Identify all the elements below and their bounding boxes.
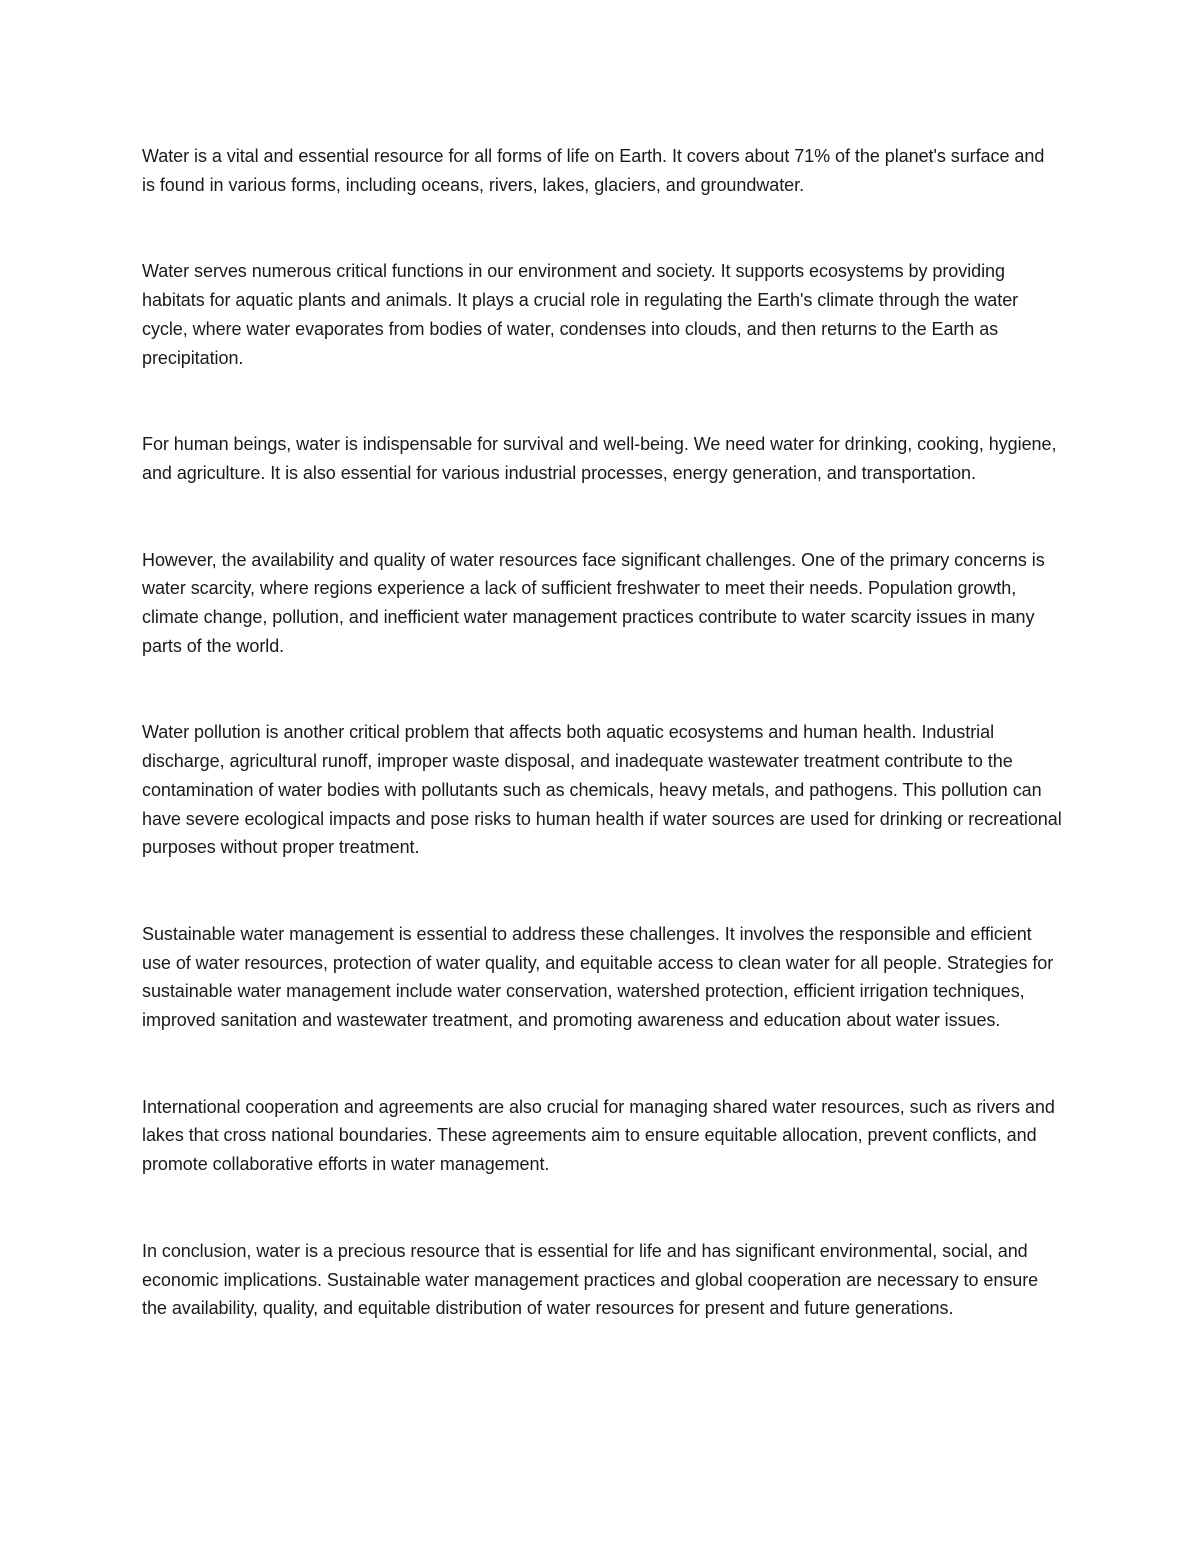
paragraph-pollution: Water pollution is another critical problem that affects both aquatic ecosystems and human health. Industrial discharge, agricultural runoff, improper waste disposal, and inadequate wastewater treatment contribute to the contamination of water bodies with pollutants such as chemicals, heavy metals, and pathogens. This pollution can have severe ecological impacts and pose risks to human health if water sources are used for drinking or recreational purposes without proper treatment. xyxy=(142,722,1062,858)
document-body xyxy=(142,142,1062,1381)
paragraph-management: Sustainable water management is essential to address these challenges. It involves the responsible and efficient use of water resources, protection of water quality, and equitable access to clean water for all people. Strategies for sustainable water management include water conservation, watershed protection, efficient irrigation techniques, improved sanitation and wastewater treatment, and promoting awareness and education about water issues. xyxy=(142,923,1054,1031)
paragraph-intro: Water is a vital and essential resource for all forms of life on Earth. It covers about 71% of the planet's surface and is found in various forms, including oceans, rivers, lakes, glaciers, and groundwater. xyxy=(142,146,1045,195)
paragraph-scarcity: However, the availability and quality of water resources face significant challenges. One of the primary concerns is water scarcity, where regions experience a lack of sufficient freshwater to meet their needs. Population growth, climate change, pollution, and inefficient water management practices contribute to water scarcity issues in many parts of the world. xyxy=(142,549,1045,656)
paragraph-conclusion: In conclusion, water is a precious resource that is essential for life and has significant environmental, social, and economic implications. Sustainable water management practices and global cooperation are necessary to ensure the availability, quality, and equitable distribution of water resources for present and future generations. xyxy=(142,1240,1039,1319)
paragraph-human-needs: For human beings, water is indispensable for survival and well-being. We need water for drinking, cooking, hygiene, and agriculture. It is also essential for various industrial processes, energy generation, and transportation. xyxy=(142,434,1057,483)
paragraph-functions: Water serves numerous critical functions in our environment and society. It supports ecosystems by providing habitats for aquatic plants and animals. It plays a crucial role in regulating the Earth's climate through the water cycle, where water evaporates from bodies of water, condenses into clouds, and then returns to the Earth as precipitation. xyxy=(142,261,1019,368)
paragraph-cooperation: International cooperation and agreements are also crucial for managing shared water resources, such as rivers and lakes that cross national boundaries. These agreements aim to ensure equitable allocation, prevent conflicts, and promote collaborative efforts in water management. xyxy=(142,1096,1055,1175)
